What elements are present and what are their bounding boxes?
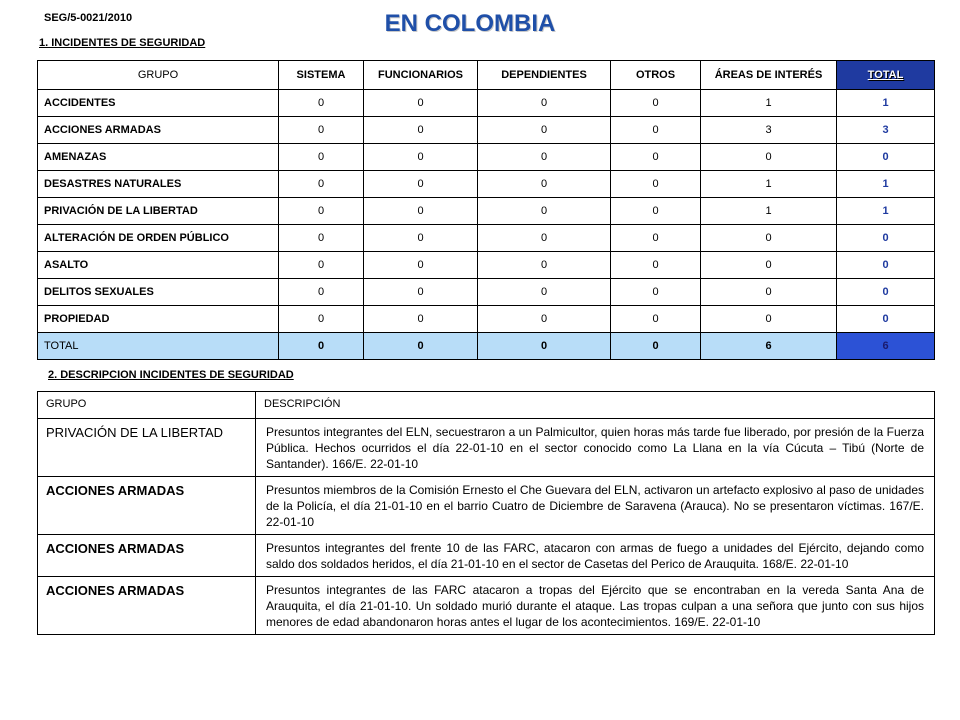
col-header-dependientes: DEPENDIENTES [478,61,611,90]
value-cell: 0 [478,225,611,252]
incident-descriptions-table [37,391,935,635]
col-header-otros: OTROS [611,61,701,90]
row-label: DESASTRES NATURALES [38,171,279,198]
section-1-label: 1. INCIDENTES DE SEGURIDAD [39,37,206,49]
table-row [38,90,935,117]
page-title: EN COLOMBIA [384,10,556,37]
row-total-cell: 1 [837,171,935,198]
table-row [38,535,935,577]
value-cell: 0 [364,117,478,144]
group-cell: ACCIONES ARMADAS [38,535,256,577]
value-cell: 0 [279,198,364,225]
value-cell: 0 [478,306,611,333]
row-total-cell: 0 [837,306,935,333]
value-cell: 0 [478,252,611,279]
value-cell: 0 [478,198,611,225]
value-cell: 0 [279,171,364,198]
col-header-grupo: GRUPO [38,392,256,419]
value-cell: 6 [701,333,837,360]
value-cell: 3 [701,117,837,144]
row-total-cell: 0 [837,225,935,252]
value-cell: 0 [701,225,837,252]
row-label: PROPIEDAD [38,306,279,333]
group-cell: PRIVACIÓN DE LA LIBERTAD [38,419,256,477]
row-label: ACCIDENTES [38,90,279,117]
col-header-descripcion: DESCRIPCIÓN [256,392,935,419]
value-cell: 1 [701,198,837,225]
table-header-row [38,392,935,419]
table-row [38,117,935,144]
row-total-cell: 0 [837,144,935,171]
row-total-cell: 0 [837,279,935,306]
value-cell: 0 [364,279,478,306]
row-label: TOTAL [38,333,279,360]
row-total-cell: 1 [837,90,935,117]
value-cell: 0 [478,144,611,171]
table-row [38,306,935,333]
value-cell: 0 [478,333,611,360]
value-cell: 0 [364,90,478,117]
value-cell: 0 [279,252,364,279]
value-cell: 0 [364,252,478,279]
row-label: ACCIONES ARMADAS [38,117,279,144]
col-header-grupo: GRUPO [38,61,279,90]
row-label: ALTERACIÓN DE ORDEN PÚBLICO [38,225,279,252]
col-header-funcionarios: FUNCIONARIOS [364,61,478,90]
value-cell: 0 [611,225,701,252]
value-cell: 0 [701,144,837,171]
value-cell: 0 [279,279,364,306]
total-row [38,333,935,360]
value-cell: 0 [478,90,611,117]
row-label: DELITOS SEXUALES [38,279,279,306]
table-row [38,279,935,306]
row-total-cell: 3 [837,117,935,144]
value-cell: 0 [279,144,364,171]
row-label: AMENAZAS [38,144,279,171]
value-cell: 0 [364,333,478,360]
description-cell: Presuntos integrantes de las FARC atacaron a tropas del Ejército que se encontraban en la vereda Santa Ana de Arauquita, el día 21-01-10. Un soldado murió durante el ataque. Las tropas culpan a una señora que junto con sus hijos menores de edad abandonaron horas antes el lugar de los acontecimientos. 169/E. 22-01-10 [256,577,935,635]
row-label: PRIVACIÓN DE LA LIBERTAD [38,198,279,225]
value-cell: 0 [611,117,701,144]
incidents-summary-table [37,60,935,360]
table-header-row [38,61,935,90]
value-cell: 0 [364,171,478,198]
description-cell: Presuntos miembros de la Comisión Ernesto el Che Guevara del ELN, activaron un artefacto explosivo al paso de unidades de la Policía, el día 21-01-10 en el barrio Cuatro de Diciembre de Saravena (Arauca). No se presentaron víctimas. 167/E. 22-01-10 [256,477,935,535]
value-cell: 0 [611,333,701,360]
table-row [38,477,935,535]
description-cell: Presuntos integrantes del ELN, secuestraron a un Palmicultor, quien horas más tarde fue liberado, por presión de la Fuerza Pública. Hechos ocurridos el día 22-01-10 en el sector conocido como La Llana en la vía Cúcuta – Tibú (Norte de Santander). 166/E. 22-01-10 [256,419,935,477]
value-cell: 0 [279,225,364,252]
value-cell: 0 [611,144,701,171]
value-cell: 0 [611,171,701,198]
value-cell: 0 [364,198,478,225]
group-cell: ACCIONES ARMADAS [38,577,256,635]
value-cell: 1 [701,90,837,117]
col-header-total: TOTAL [837,61,935,90]
value-cell: 0 [701,252,837,279]
value-cell: 0 [611,198,701,225]
value-cell: 0 [701,306,837,333]
table-row [38,225,935,252]
table-row [38,252,935,279]
value-cell: 0 [279,117,364,144]
table-row [38,171,935,198]
row-total-cell: 1 [837,198,935,225]
table-row [38,577,935,635]
value-cell: 0 [611,90,701,117]
table-row [38,198,935,225]
value-cell: 0 [478,279,611,306]
table-row [38,419,935,477]
value-cell: 0 [364,144,478,171]
group-cell: ACCIONES ARMADAS [38,477,256,535]
value-cell: 0 [611,279,701,306]
value-cell: 0 [279,333,364,360]
row-total-cell: 0 [837,252,935,279]
row-label: ASALTO [38,252,279,279]
value-cell: 0 [478,171,611,198]
value-cell: 0 [611,252,701,279]
value-cell: 0 [478,117,611,144]
document-code: SEG/5-0021/2010 [44,12,133,24]
col-header-areas-interes: ÁREAS DE INTERÉS [701,61,837,90]
incidents-table-body [38,90,935,360]
value-cell: 0 [364,225,478,252]
table-row [38,144,935,171]
value-cell: 0 [364,306,478,333]
col-header-sistema: SISTEMA [279,61,364,90]
descriptions-table-body [38,419,935,635]
value-cell: 0 [701,279,837,306]
row-total-cell: 6 [837,333,935,360]
value-cell: 0 [279,90,364,117]
section-2-label: 2. DESCRIPCION INCIDENTES DE SEGURIDAD [48,369,294,381]
value-cell: 1 [701,171,837,198]
value-cell: 0 [611,306,701,333]
description-cell: Presuntos integrantes del frente 10 de las FARC, atacaron con armas de fuego a unidades del Ejército, dejando como saldo dos soldados heridos, el día 21-01-10 en el sector de Casetas del Perico de Arauquita. 168/E. 22-01-10 [256,535,935,577]
value-cell: 0 [279,306,364,333]
